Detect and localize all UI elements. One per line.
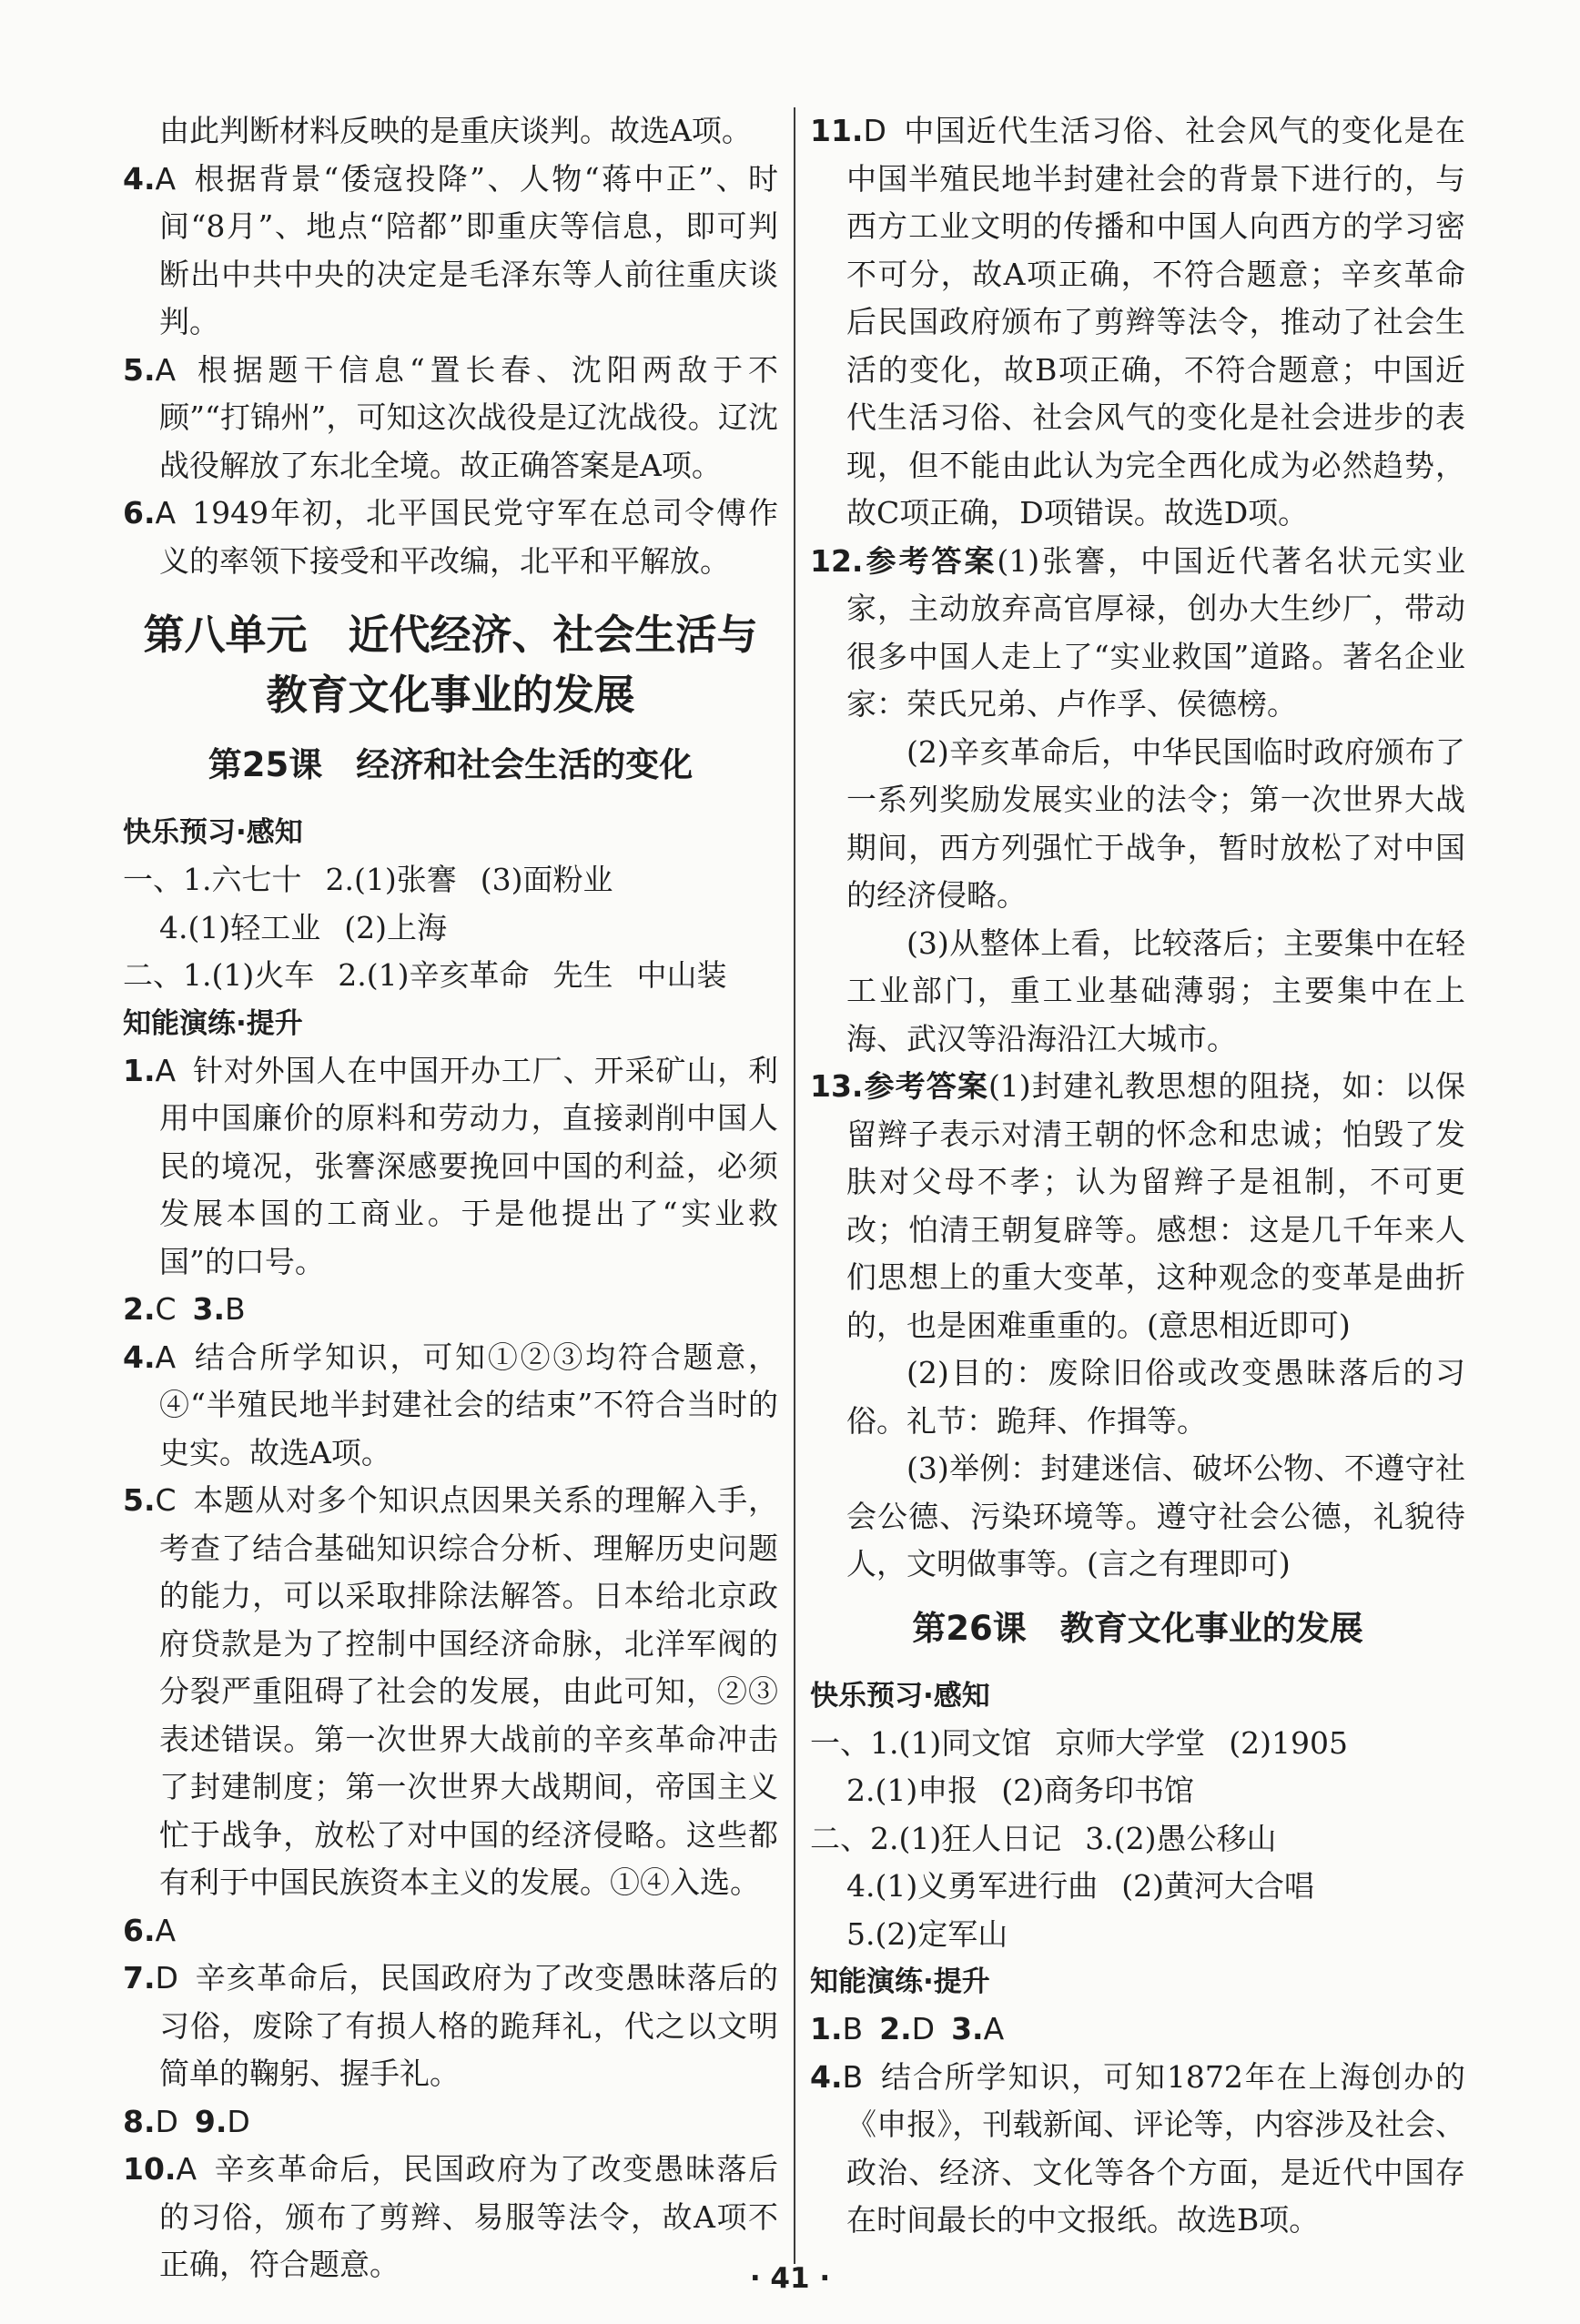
reference-answer-label: 参考答案 <box>863 1068 988 1104</box>
item-answer: A <box>155 495 177 530</box>
fill-answer: (1)火车 <box>211 957 315 993</box>
fill-answer: (1)申报 <box>875 1773 978 1808</box>
section-heading: 知能演练·提升 <box>810 1965 990 1998</box>
item-number: 7. <box>123 1960 156 1996</box>
fill-line <box>810 1720 1465 1768</box>
answer-item <box>123 2098 778 2147</box>
fill-answer: (1)同文馆 <box>898 1724 1032 1761</box>
unit-title <box>123 605 778 725</box>
fill-answer: (1)狂人日记 <box>898 1820 1062 1856</box>
item-explanation: 结合所学知识，可知①②③均符合题意，④“半殖民地半封建社会的结束”不符合当时的史实。故选A项。 <box>159 1339 778 1470</box>
item-answer: D <box>863 113 886 148</box>
item-answer: A <box>983 2011 1005 2046</box>
answer-paragraph: (3)举例：封建迷信、破坏公物、不遵守社会公德、污染环境等。遵守社会公德，礼貌待人，文明做事等。(言之有理即可) <box>846 1450 1465 1581</box>
section-heading: 知能演练·提升 <box>123 1006 303 1040</box>
fill-line <box>810 1863 1465 1911</box>
answer-item <box>123 1955 778 2098</box>
page-number: · 41 · <box>749 2262 831 2295</box>
item-answer: D <box>155 1960 178 1996</box>
answer-paragraph: (2)目的：废除旧俗或改变愚昧落后的习俗。礼节：跪拜、作揖等。 <box>846 1355 1465 1439</box>
answer-paragraph: (2)辛亥革命后，中华民国临时政府颁布了一系列奖励发展实业的法令；第一次世界大战期间，西方列强忙于战争，暂时放松了对中国的经济侵略。 <box>846 733 1465 913</box>
answer-item <box>123 1334 778 1478</box>
item-answer: A <box>155 160 177 197</box>
fill-line <box>123 904 778 953</box>
lesson-title: 第26课 教育文化事业的发展 <box>912 1608 1363 1648</box>
fill-answer: (1)义勇军进行曲 <box>875 1868 1099 1904</box>
item-number: 1. <box>810 2011 843 2046</box>
answer-item <box>123 1047 778 1287</box>
fill-line <box>123 952 778 1000</box>
fill-line <box>123 856 778 904</box>
item-answer: A <box>155 351 177 388</box>
section-heading: 快乐预习·感知 <box>810 1679 990 1713</box>
fill-answer: 中山装 <box>636 957 727 993</box>
fill-line <box>810 1767 1465 1815</box>
item-answer: B <box>225 1291 246 1327</box>
item-answer: A <box>176 2151 198 2187</box>
fill-answer: (3)面粉业 <box>480 862 613 897</box>
answer-item <box>123 156 778 347</box>
answer-item <box>123 1907 778 1955</box>
answer-item <box>123 347 778 490</box>
answer-item <box>123 490 778 585</box>
section-heading: 快乐预习·感知 <box>123 816 303 849</box>
fill-label: 5. <box>846 1915 876 1952</box>
fill-label: 3. <box>1085 1820 1114 1856</box>
item-explanation: 1949年初，北平国民党守军在总司令傅作义的率领下接受和平改编，北平和平解放。 <box>159 495 778 579</box>
fill-label: 一、1. <box>810 1724 899 1761</box>
item-explanation: 辛亥革命后，民国政府为了改变愚昧落后的习俗，废除了有损人格的跪拜礼，代之以文明简单的鞠躬、握手礼。 <box>159 1960 778 2091</box>
item-answer: D <box>155 2103 178 2139</box>
fill-answer: (1)轻工业 <box>187 909 321 945</box>
item-answer: C <box>155 1482 177 1518</box>
unit-title-line: 第八单元 近代经济、社会生活与 <box>143 611 758 659</box>
item-answer: D <box>227 2103 250 2139</box>
unit-title-line: 教育文化事业的发展 <box>266 671 635 719</box>
item-number: 5. <box>123 1482 156 1518</box>
item-number: 3. <box>951 2011 984 2046</box>
item-number: 8. <box>123 2103 156 2139</box>
fill-answer: (2)黄河大合唱 <box>1121 1868 1314 1904</box>
left-column <box>123 107 778 2289</box>
answer-paragraph: (3)从整体上看，比较落后；主要集中在轻工业部门，重工业基础薄弱；主要集中在上海、武汉等沿海沿江大城市。 <box>846 925 1465 1056</box>
item-number: 4. <box>123 160 156 197</box>
item-answer: D <box>911 2011 936 2046</box>
fill-label: 2. <box>325 862 354 897</box>
item-answer: A <box>155 1052 177 1088</box>
right-column <box>810 107 1465 2245</box>
item-number: 6. <box>123 1912 156 1948</box>
fill-answer: (2)商务印书馆 <box>1001 1773 1194 1808</box>
item-number: 12. <box>810 542 864 579</box>
fill-label: 一、1. <box>123 862 212 897</box>
item-number: 1. <box>123 1052 156 1088</box>
item-answer: B <box>842 2011 864 2046</box>
item-number: 11. <box>810 113 864 148</box>
lesson-title: 第25课 经济和社会生活的变化 <box>208 745 694 784</box>
fill-answer: (2)定军山 <box>875 1915 1008 1952</box>
item-explanation: 根据题干信息“置长春、沈阳两敌于不顾”“打锦州”，可知这次战役是辽沈战役。辽沈战役解放了东北全境。故正确答案是A项。 <box>159 351 778 483</box>
item-answer: C <box>155 1291 177 1327</box>
fill-label: 2. <box>338 957 367 993</box>
item-number: 3. <box>192 1291 226 1327</box>
fill-answer: (1)张謇 <box>354 862 457 897</box>
item-number: 5. <box>123 351 156 388</box>
item-explanation: 中国近代生活习俗、社会风气的变化是在中国半殖民地半封建社会的背景下进行的，与西方工业文明的传播和中国人向西方的学习密不可分，故A项正确，不符合题意；辛亥革命后民国政府颁布了剪辫等法令，推动了社会生活的变化，故B项正确，不符合题意；中国近代生活习俗、社会风气的变化是社会进步的表现，但不能由此认为完全西化成为必然趋势，故C项正确，D项错误。故选D项。 <box>846 113 1465 530</box>
item-explanation: 本题从对多个知识点因果关系的理解入手，考查了结合基础知识综合分析、理解历史问题的能力，可以采取排除法解答。日本给北京政府贷款是为了控制中国经济命脉，北洋军阀的分裂严重阻碍了社会的发展，由此可知，②③表述错误。第一次世界大战前的辛亥革命冲击了封建制度；第一次世界大战期间，帝国主义忙于战争，放松了对中国的经济侵略。这些都有利于中国民族资本主义的发展。①④入选。 <box>159 1482 778 1900</box>
item-number: 13. <box>810 1068 864 1104</box>
fill-line <box>810 1815 1465 1864</box>
answer-item <box>810 107 1465 538</box>
fill-label: 二、2. <box>810 1820 899 1856</box>
item-explanation: 辛亥革命后，民国政府为了改变愚昧落后的习俗，颁布了剪辫、易服等法令，故A项不正确，符合题意。 <box>159 2151 778 2282</box>
answer-item <box>810 2054 1465 2245</box>
answer-item <box>810 1063 1465 1349</box>
fill-answer: (1)辛亥革命 <box>366 957 530 993</box>
item-number: 2. <box>123 1291 156 1327</box>
fill-answer: (2)愚公移山 <box>1113 1820 1277 1856</box>
item-answer: A <box>155 1912 177 1948</box>
item-explanation: 根据背景“倭寇投降”、人物“蒋中正”、时间“8月”、地点“陪都”即重庆等信息，即可判断出中共中央的决定是毛泽东等人前往重庆谈判。 <box>159 160 778 339</box>
answer-item <box>810 538 1465 729</box>
fill-label: 4. <box>159 909 188 945</box>
fill-answer: 六七十 <box>211 862 302 897</box>
item-answer: B <box>842 2058 864 2095</box>
fill-label: 4. <box>846 1868 876 1904</box>
item-number: 4. <box>123 1339 156 1375</box>
item-number: 2. <box>879 2011 912 2046</box>
fill-label: 二、1. <box>123 957 212 993</box>
fill-answer: 京师大学堂 <box>1055 1724 1206 1761</box>
answer-item <box>123 1286 778 1334</box>
item-number: 4. <box>810 2058 843 2095</box>
item-number: 10. <box>123 2151 177 2187</box>
item-explanation: (1)封建礼教思想的阻挠，如：以保留辫子表示对清王朝的怀念和忠诚；怕毁了发肤对父母不孝；认为留辫子是祖制，不可更改；怕清王朝复辟等。感想：这是几千年来人们思想上的重大变革，这种观念的变革是曲折的，也是困难重重的。(意思相近即可) <box>846 1068 1465 1343</box>
item-explanation: 针对外国人在中国开办工厂、开采矿山，利用中国廉价的原料和劳动力，直接剥削中国人民的境况，张謇深感要挽回中国的利益，必须发展本国的工商业。于是他提出了“实业救国”的口号。 <box>159 1052 778 1279</box>
answer-item <box>123 1477 778 1907</box>
fill-answer: 先生 <box>552 957 613 993</box>
fill-answer: (2)上海 <box>344 909 447 945</box>
item-explanation: 结合所学知识，可知1872年在上海创办的《申报》，刊载新闻、评论等，内容涉及社会、政治、经济、文化等各个方面，是近代中国存在时间最长的中文报纸。故选B项。 <box>846 2058 1465 2238</box>
fill-answer: (2)1905 <box>1229 1724 1348 1761</box>
item-number: 6. <box>123 495 156 530</box>
item-answer: A <box>155 1339 177 1375</box>
answer-item <box>810 2006 1465 2054</box>
item-explanation: (1)张謇，中国近代著名状元实业家，主动放弃高官厚禄，创办大生纱厂，带动很多中国人走上了“实业救国”道路。著名企业家：荣氏兄弟、卢作孚、侯德榜。 <box>846 542 1466 722</box>
reference-answer-label: 参考答案 <box>863 542 998 579</box>
fill-label: 2. <box>846 1773 876 1808</box>
column-divider <box>794 107 795 2264</box>
fill-line <box>810 1911 1465 1959</box>
intro-line: 由此判断材料反映的是重庆谈判。故选A项。 <box>159 113 752 148</box>
item-number: 9. <box>194 2103 228 2139</box>
